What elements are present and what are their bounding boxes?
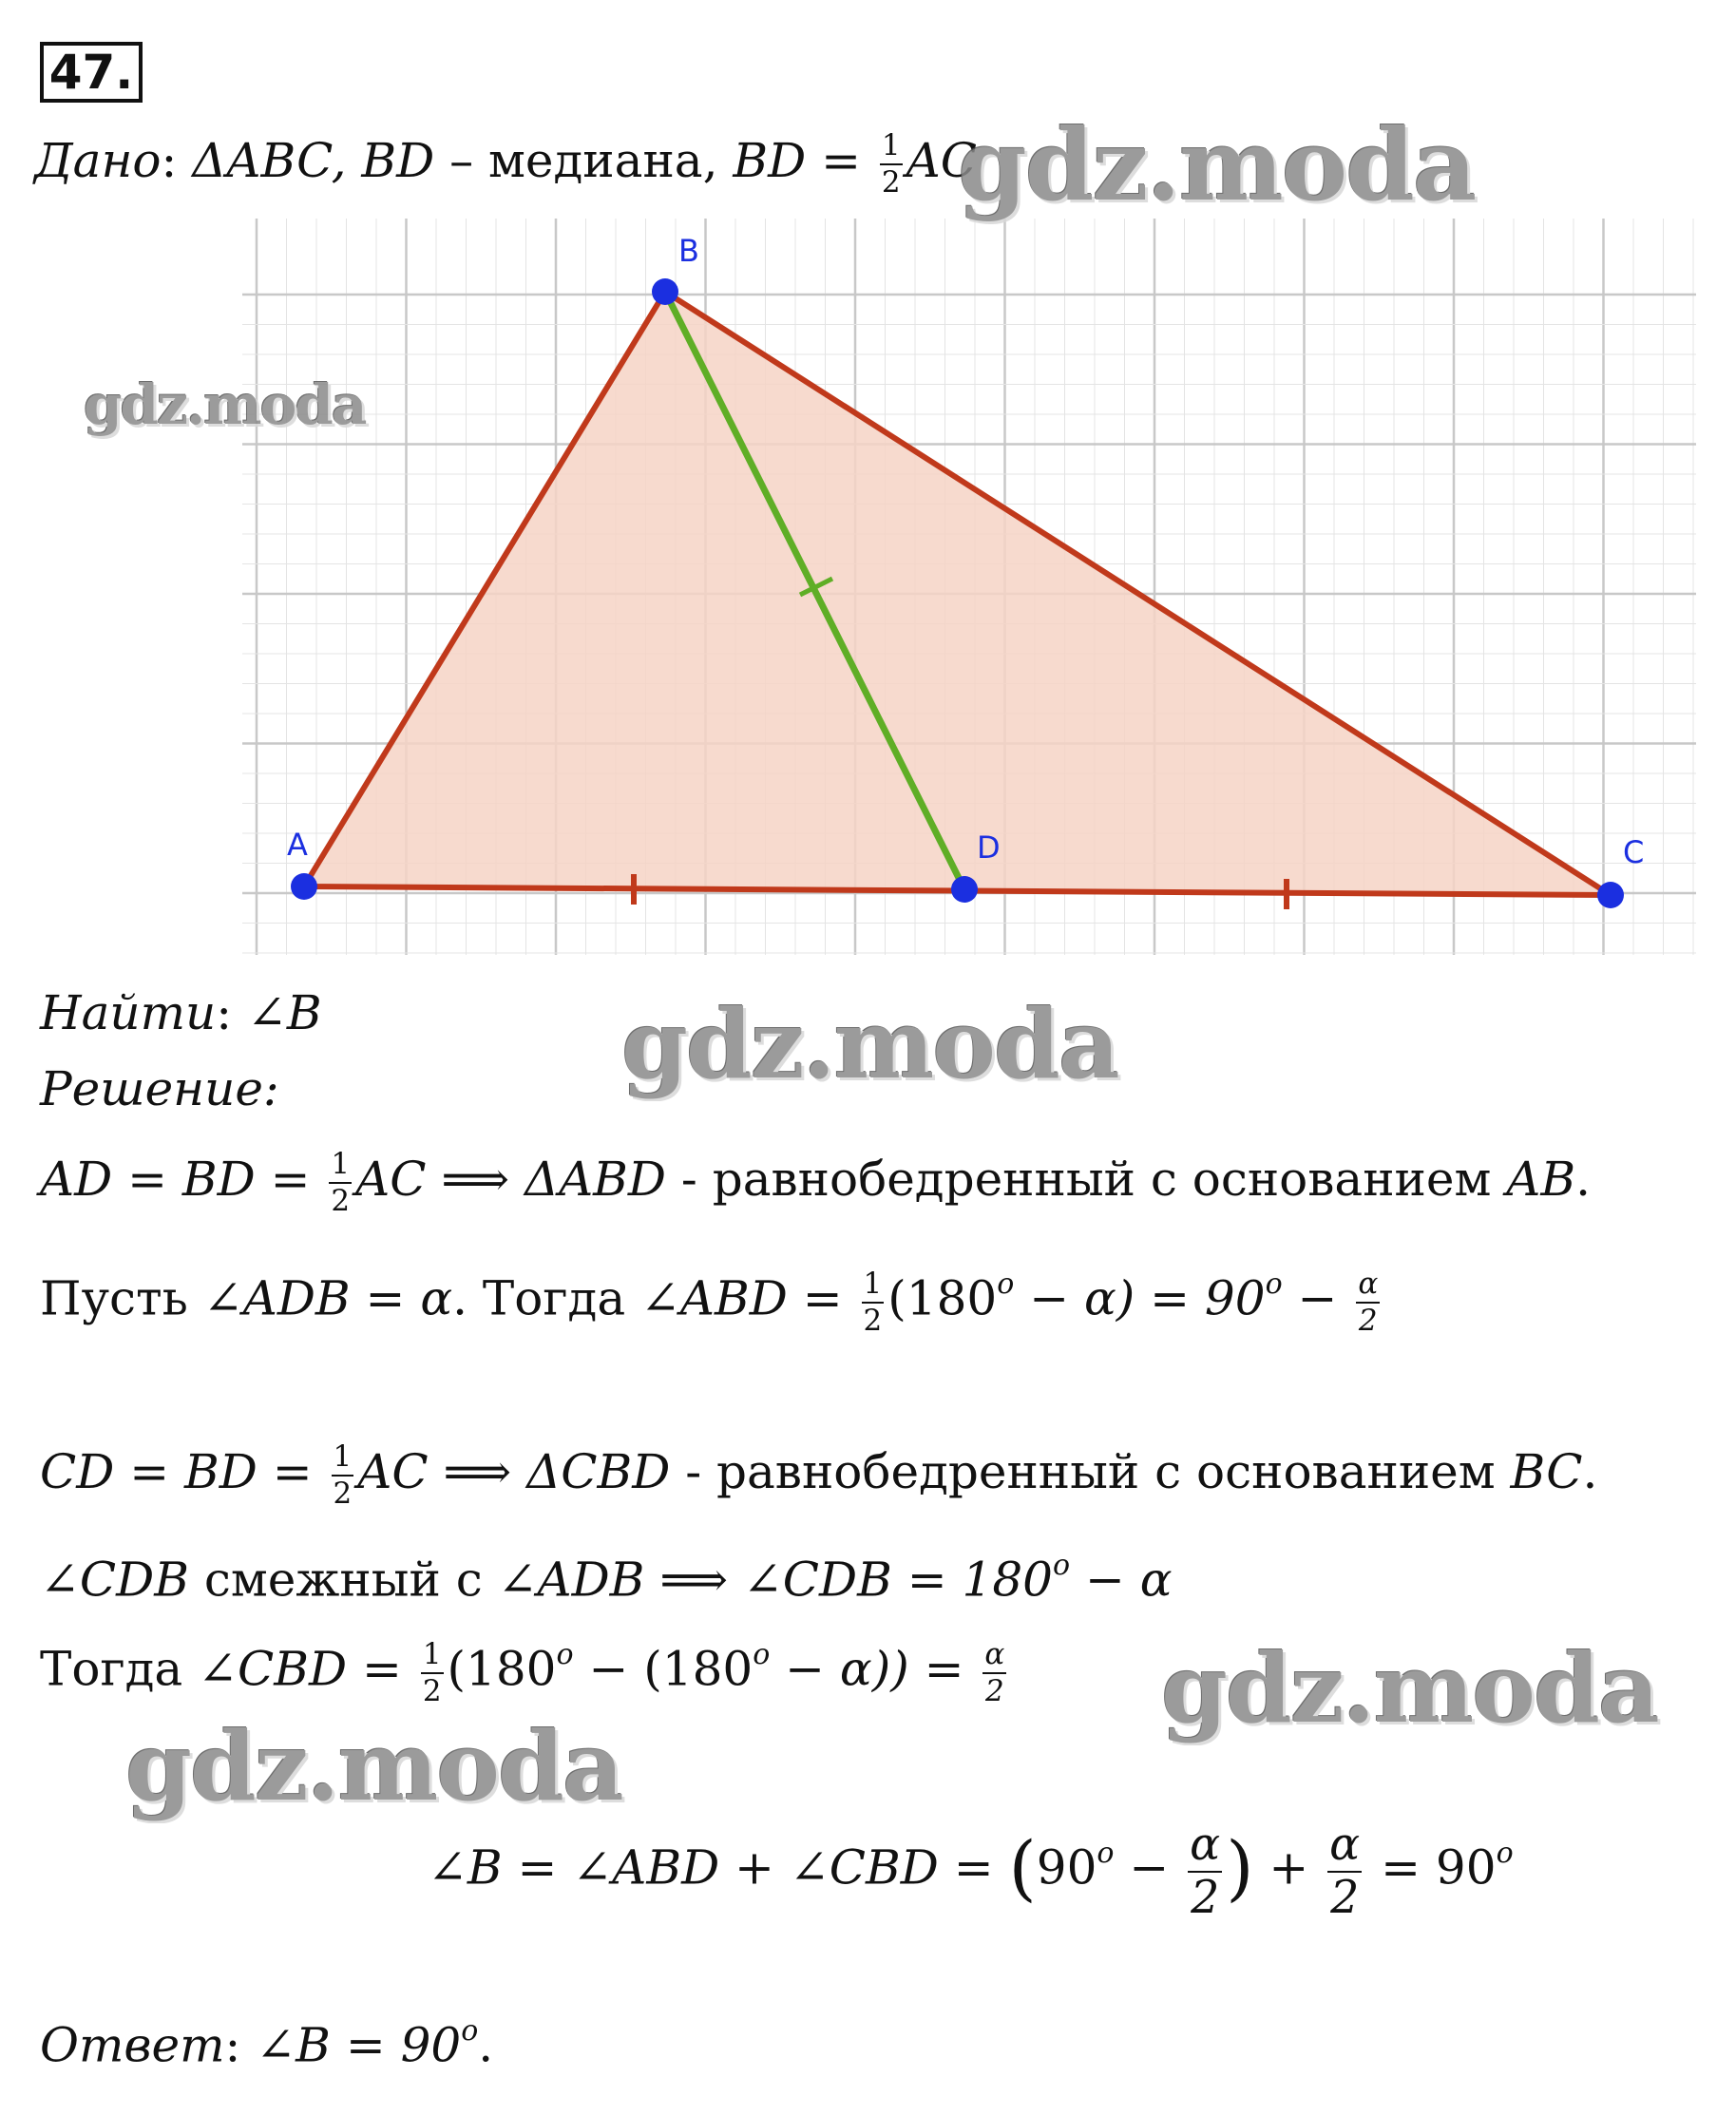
watermark: gdz.moda <box>84 372 366 437</box>
solution-line-2: Пусть ∠ADB = α. Тогда ∠ABD = $\frac{1}{2}$ $(180^o - \alpha) = 90^o$ − $\frac{\alpha}{2}$ <box>40 1266 1379 1338</box>
point-a <box>291 873 317 900</box>
given-expr: ΔABC, BD <box>192 133 435 188</box>
watermark: gdz.moda <box>1161 1632 1658 1744</box>
watermark: gdz.moda <box>958 106 1476 223</box>
solution-line-1: AD = BD = $\frac{1}{2}$ AC ⟹ ΔABD - равнобедренный с основанием AB. <box>40 1147 1592 1218</box>
point-c <box>1597 882 1624 908</box>
answer-label: Ответ <box>40 2017 225 2073</box>
label-b: B <box>678 233 699 269</box>
solution-line-5: Тогда ∠CBD = $\frac{1}{2}$ $(180^o - (180^o - \alpha))$ = $\frac{\alpha}{2}$ <box>40 1636 1005 1708</box>
point-d <box>951 876 978 903</box>
watermark: gdz.moda <box>125 1710 622 1822</box>
watermark: gdz.moda <box>621 988 1118 1100</box>
label-a: A <box>287 827 308 863</box>
solution-line-4: ∠CDB смежный с ∠ADB ⟹ ∠CDB = $180^o - \alpha$ <box>40 1549 1173 1608</box>
given-fraction: $\frac{1}{2}$ <box>881 128 901 200</box>
given-label: Дано <box>34 133 162 188</box>
point-b <box>652 278 678 305</box>
triangle-figure <box>238 214 1701 974</box>
answer-expr: ∠B = 90 <box>256 2017 462 2073</box>
find-label: Найти <box>40 985 217 1040</box>
find-expr: ∠B <box>247 985 322 1040</box>
answer-line: Ответ: ∠B = $90^o$. <box>40 2014 494 2073</box>
problem-number: 47. <box>40 42 143 103</box>
find-line: Найти: ∠B <box>40 985 322 1040</box>
given-line: Дано: ΔABC, BD – медиана, BD = $\frac{1}{2}$ AC <box>34 128 977 200</box>
label-c: C <box>1623 834 1645 870</box>
solution-label: Решение: <box>40 1061 279 1116</box>
solution-line-3: CD = BD = $\frac{1}{2}$ AC ⟹ ΔCBD - равнобедренный с основанием BC. <box>40 1439 1598 1511</box>
label-d: D <box>977 829 1001 866</box>
solution-line-6: ∠B = ∠ABD + ∠CBD = ($90^o$ − $\frac{\alpha}{2}$ ) + $\frac{\alpha}{2}$ = $90^o$ <box>428 1819 1514 1924</box>
